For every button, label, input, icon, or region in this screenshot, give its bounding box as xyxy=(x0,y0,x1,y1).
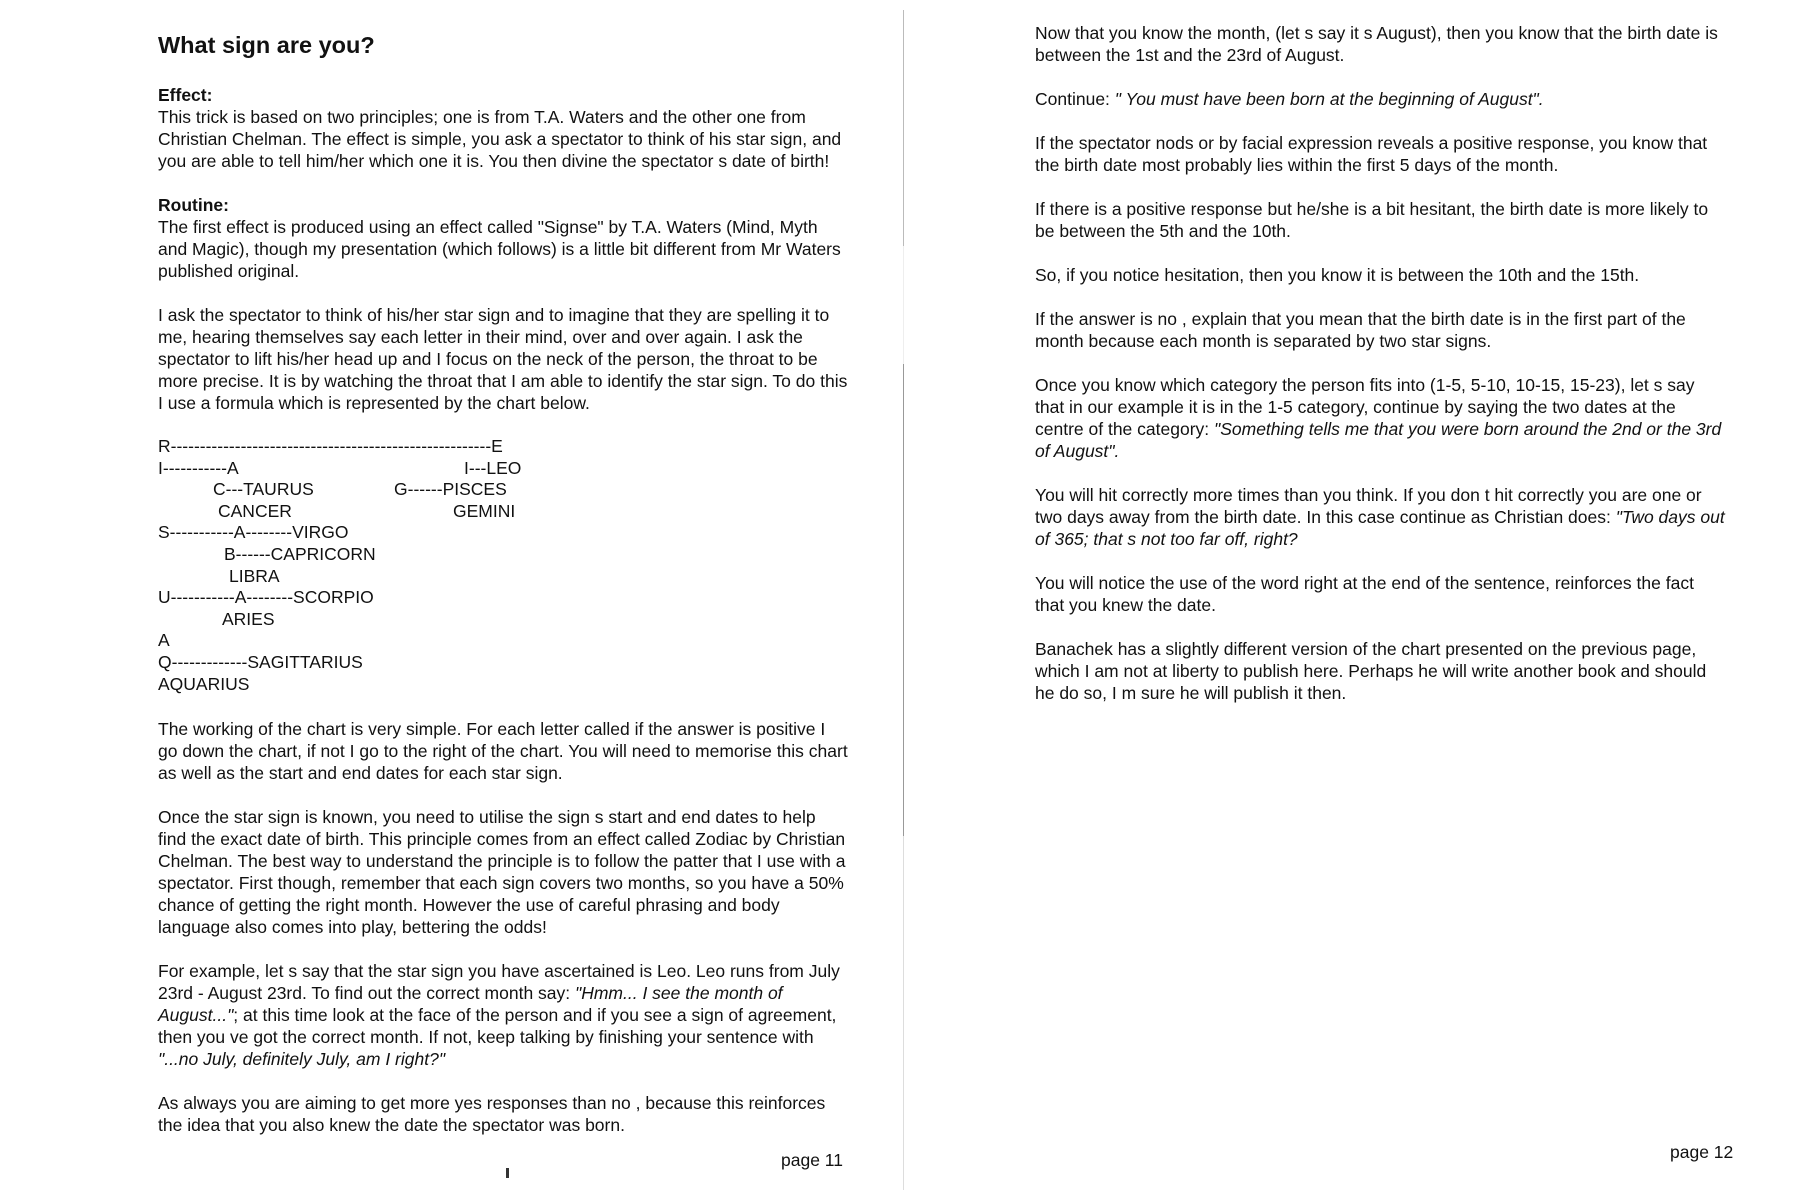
chart-row: A xyxy=(158,630,170,651)
effect-paragraph: This trick is based on two principles; one is from T.A. Waters and the other one from Christian Chelman. The effect is simple, you ask a spectator to think of his star sign, and you are able to tell him/her which one it is. You then divine the spectator s date of birth! xyxy=(158,107,842,171)
chart-row: Q-------------SAGITTARIUS xyxy=(158,652,363,672)
example-text: For example, let s say that the star sign you have ascertained is Leo. Leo runs from July 23rd - August 23rd. To find out the correct month say: xyxy=(158,961,840,1003)
chart-row: B------CAPRICORN xyxy=(224,544,376,564)
chart-explanation-paragraph: The working of the chart is very simple. For each letter called if the answer is positive I go down the chart, if not I go to the right of the chart. You will need to memorise this chart as well as the start and end dates for each star sign. xyxy=(158,719,848,783)
hesitation-paragraph: So, if you notice hesitation, then you know it is between the 10th and the 15th. xyxy=(1035,265,1640,285)
hit-paragraph xyxy=(1035,484,1725,550)
right-word-paragraph: You will notice the use of the word right at the end of the sentence, reinforces the fact that you knew the date. xyxy=(1035,573,1694,615)
star-sign-chart xyxy=(158,436,848,696)
category-quote: "Something tells me that you were born around the 2nd or the 3rd of August". xyxy=(1035,419,1722,461)
continue-quote: " You must have been born at the beginning of August". xyxy=(1114,89,1544,109)
routine-paragraph: The first effect is produced using an effect called "Signse" by T.A. Waters (Mind, Myth and Magic), though my presentation (which follows) is a little bit different from Mr Waters published original. xyxy=(158,217,841,281)
hit-text: You will hit correctly more times than you think. If you don t hit correctly you are one or two days away from the birth date. In this case continue as Christian does: xyxy=(1035,485,1702,527)
category-text: Once you know which category the person fits into (1-5, 5-10, 10-15, 15-23), let s say that in our example it is in the 1-5 category, continue by saying the two dates at the centre of the category: xyxy=(1035,375,1695,439)
chart-row: G------PISCES xyxy=(394,479,507,500)
page-number: page 12 xyxy=(1670,1142,1734,1162)
routine-heading: Routine: xyxy=(158,195,229,215)
right-page xyxy=(905,0,1794,1190)
chart-row: ARIES xyxy=(222,608,275,629)
continue-paragraph xyxy=(1035,88,1725,110)
chart-row: I-----------A xyxy=(158,457,239,478)
chart-row: C---TAURUS xyxy=(213,479,314,500)
book-spine xyxy=(903,10,904,1190)
negative-paragraph: If the answer is no , explain that you mean that the birth date is in the first part of the month because each month is separated by two star signs. xyxy=(1035,309,1686,351)
chart-row: AQUARIUS xyxy=(158,673,250,694)
effect-heading: Effect: xyxy=(158,85,213,105)
hesitant-paragraph: If there is a positive response but he/she is a bit hesitant, the birth date is more likely to be between the 5th and the 10th. xyxy=(1035,199,1709,241)
chart-row: GEMINI xyxy=(453,500,516,521)
chart-row: LIBRA xyxy=(229,565,280,586)
category-paragraph xyxy=(1035,374,1725,462)
example-paragraph xyxy=(158,960,848,1070)
positive-response-paragraph: If the spectator nods or by facial expression reveals a positive response, you know that the birth date most probably lies within the first 5 days of the month. xyxy=(1035,133,1708,175)
example-quote: "Hmm... I see the month of August..." xyxy=(158,983,783,1025)
left-page-column xyxy=(158,30,848,1158)
page-title: What sign are you? xyxy=(158,32,375,58)
chart-row: U-----------A--------SCORPIO xyxy=(158,587,374,608)
dates-paragraph: Once the star sign is known, you need to utilise the sign s start and end dates to help find the exact date of birth. This principle comes from an effect called Zodiac by Christian Chelman. The best way to understand the principle is to follow the patter that I use with a spectator. First though, remember that each sign covers two months, so you have a 50% chance of getting the right month. However the use of careful phrasing and body language also comes into play, bettering the odds! xyxy=(158,807,846,937)
chart-row: S-----------A--------VIRGO xyxy=(158,522,349,543)
chart-row: R-------------------------------------------------------E xyxy=(158,436,503,456)
banachek-paragraph: Banachek has a slightly different version of the chart presented on the previous page, which I am not at liberty to publish here. Perhaps he will write another book and should he do so, I m sure he will publish it then. xyxy=(1035,639,1707,703)
spelling-paragraph: I ask the spectator to think of his/her star sign and to imagine that they are spelling it to me, hearing themselves say each letter in their mind, over and over again. I ask the spectator to lift his/her head up and I focus on the neck of the person, the throat to be more precise. It is by watching the throat that I am able to identify the star sign. To do this I use a formula which is represented by the chart below. xyxy=(158,305,848,413)
example-text: ; at this time look at the face of the person and if you see a sign of agreement, then you ve got the correct month. If not, keep talking by finishing your sentence with xyxy=(158,1005,837,1047)
page-number: page 11 xyxy=(781,1150,843,1170)
right-page-column xyxy=(1035,22,1725,726)
chart-row: I---LEO xyxy=(464,457,522,478)
aim-paragraph: As always you are aiming to get more yes responses than no , because this reinforces the idea that you also knew the date the spectator was born. xyxy=(158,1093,826,1135)
example-quote: "...no July, definitely July, am I right?" xyxy=(158,1049,446,1069)
month-paragraph: Now that you know the month, (let s say it s August), then you know that the birth date is between the 1st and the 23rd of August. xyxy=(1035,23,1718,65)
chart-row: CANCER xyxy=(218,500,292,521)
hit-quote: "Two days out of 365; that s not too far off, right? xyxy=(1035,507,1725,549)
continue-label: Continue: xyxy=(1035,89,1115,109)
